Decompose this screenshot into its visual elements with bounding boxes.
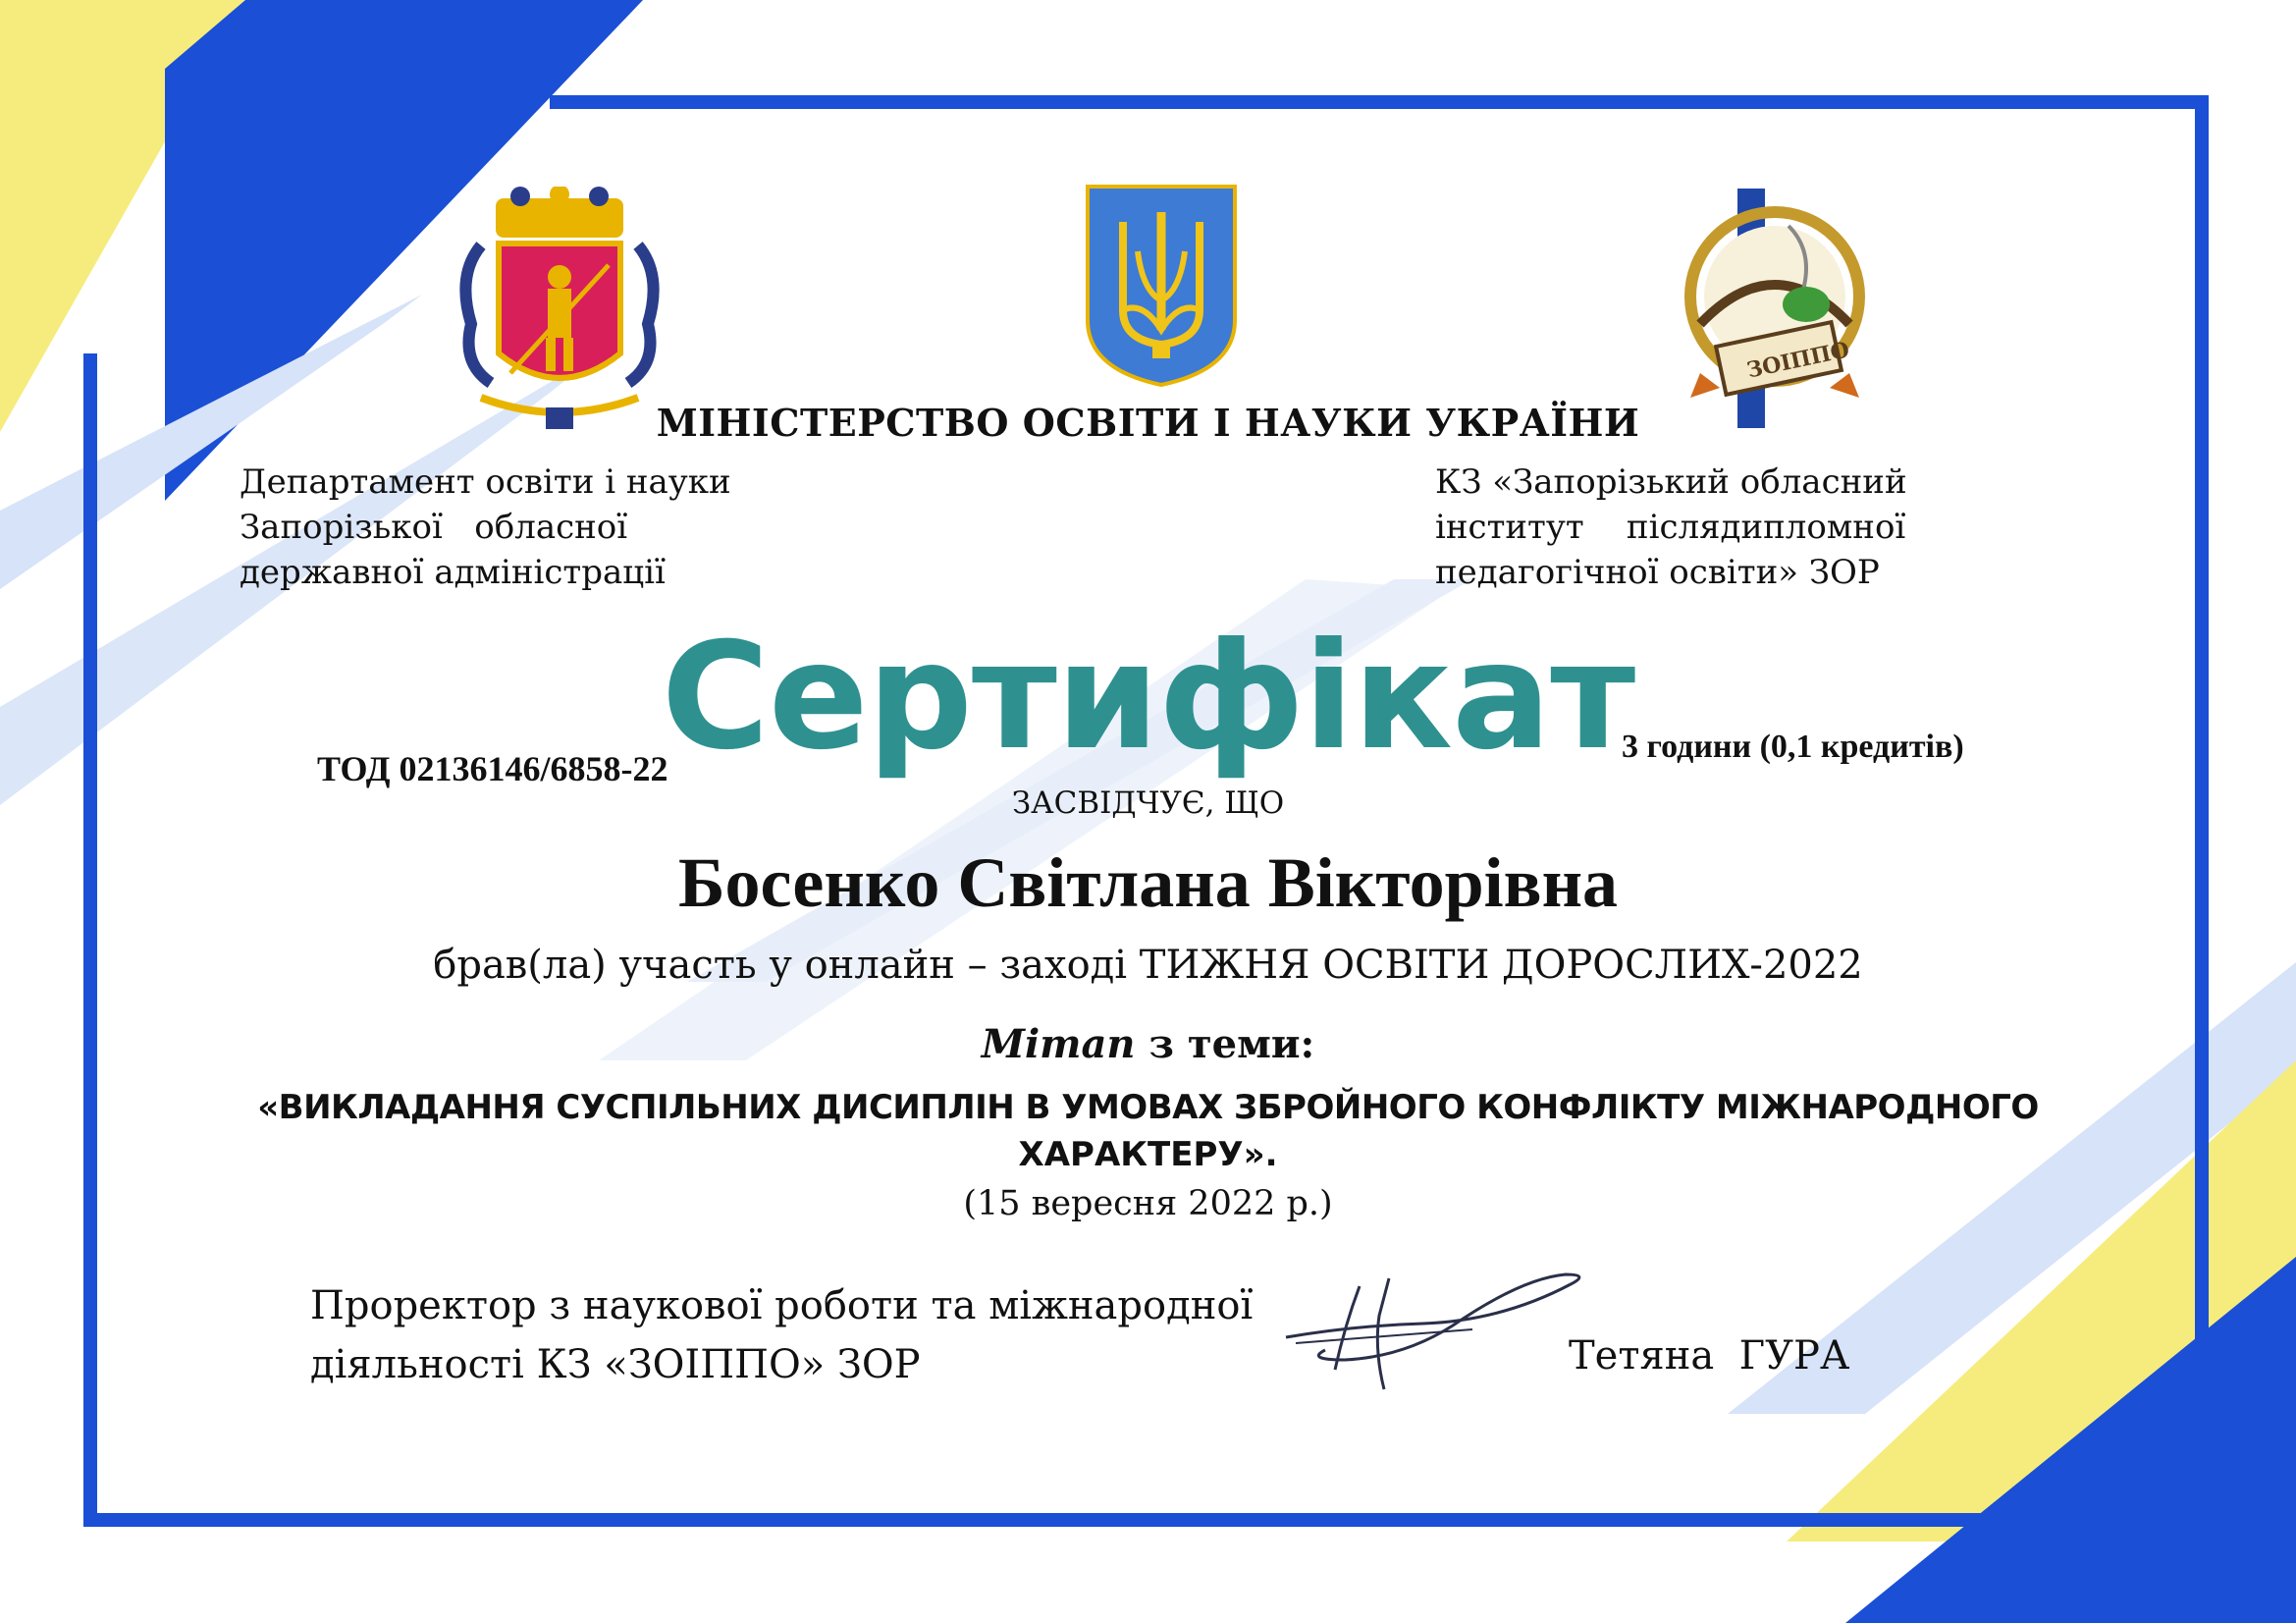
topic-line-2: ХАРАКТЕРУ». xyxy=(1018,1135,1278,1174)
ministry-title: МІНІСТЕРСТВО ОСВІТИ І НАУКИ УКРАЇНИ xyxy=(656,401,1640,445)
hours-credits: 3 години (0,1 кредитів) xyxy=(1622,729,1964,765)
certificate-title: Сертифікат xyxy=(661,612,1635,783)
signatory-position xyxy=(310,1276,1253,1394)
left-org-line-1: Департамент освіти і науки xyxy=(240,462,731,502)
topic-line-1: «ВИКЛАДАННЯ СУСПІЛЬНИХ ДИСИПЛІН В УМОВАХ ЗБРОЙНОГО КОНФЛІКТУ МІЖНАРОДНОГО xyxy=(257,1088,2039,1127)
handwritten-signature xyxy=(1276,1267,1590,1394)
right-org-line-1: КЗ «Запорізький обласний xyxy=(1435,462,1907,502)
zoippo-logo-icon xyxy=(1681,187,1867,432)
recipient-name: Босенко Світлана Вікторівна xyxy=(677,843,1619,922)
left-org-line-2: Запорізької обласної xyxy=(240,508,628,547)
left-organization xyxy=(240,460,750,595)
left-org-line-3: державної адміністрації xyxy=(240,553,666,592)
participation-text: брав(ла) участь у онлайн – заході ТИЖНЯ ОСВІТИ ДОРОСЛИХ-2022 xyxy=(433,943,1863,988)
event-type: Мітап xyxy=(981,1021,1136,1067)
event-theme-suffix: з теми: xyxy=(1135,1021,1315,1067)
event-date: (15 вересня 2022 р.) xyxy=(963,1184,1333,1223)
event-type-line xyxy=(0,1021,2296,1067)
certifies-text: ЗАСВІДЧУЄ, ЩО xyxy=(1011,785,1285,821)
signatory-name: Тетяна ГУРА xyxy=(1569,1333,1850,1379)
zaporizhzhia-coat-of-arms-icon xyxy=(452,187,667,432)
svg-text:ЗОІППО: ЗОІППО xyxy=(1744,337,1852,384)
right-organization xyxy=(1435,460,1926,595)
signatory-position-line-2: діяльності КЗ «ЗОІППО» ЗОР xyxy=(310,1342,921,1387)
signatory-position-line-1: Проректор з наукової роботи та міжнародної xyxy=(310,1283,1254,1328)
tod-code: ТОД 02136146/6858-22 xyxy=(317,749,668,788)
ukraine-trident-icon xyxy=(1084,183,1239,389)
right-org-line-2: інститут післядипломної xyxy=(1435,508,1906,547)
right-org-line-3: педагогічної освіти» ЗОР xyxy=(1435,553,1880,592)
